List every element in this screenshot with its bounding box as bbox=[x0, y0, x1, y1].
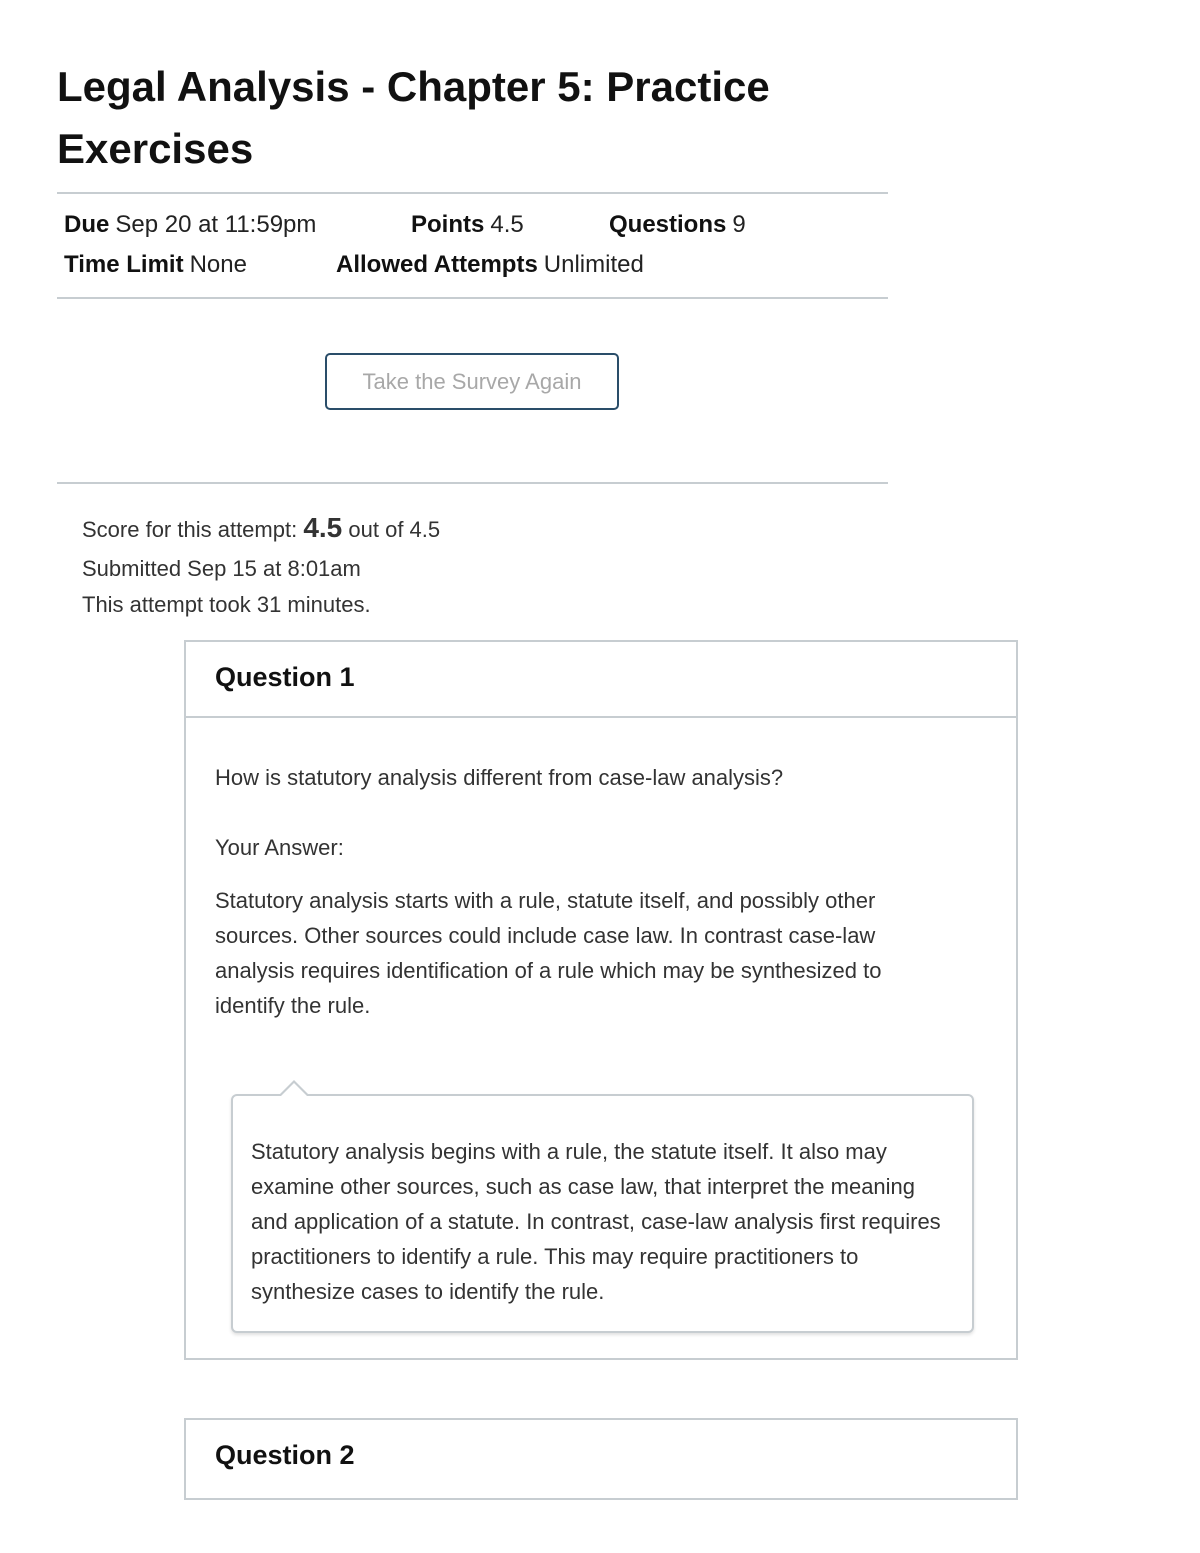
questions-info bbox=[609, 211, 746, 239]
time-limit-value: None bbox=[189, 251, 247, 278]
points-label: Points bbox=[411, 211, 485, 238]
questions-label: Questions bbox=[609, 211, 727, 238]
question-card bbox=[184, 1418, 1018, 1500]
score-value: 4.5 bbox=[303, 512, 343, 543]
question-header bbox=[186, 642, 1016, 718]
score-suffix: out of 4.5 bbox=[348, 517, 441, 542]
feedback-text: Statutory analysis begins with a rule, the statute itself. It also may examine other sources, such as case law, that interpret the meaning and application of a statute. In contrast, case-law analysis first requires practitioners to identify a rule. This may require practitioners to synthesize cases to identify the rule. bbox=[251, 1139, 941, 1304]
attempt-score bbox=[82, 512, 440, 544]
due-value: Sep 20 at 11:59pm bbox=[115, 211, 317, 238]
divider bbox=[57, 192, 888, 194]
question-prompt: How is statutory analysis different from case-law analysis? bbox=[215, 765, 784, 790]
answer-feedback bbox=[231, 1094, 974, 1333]
answer-label: Your Answer: bbox=[215, 835, 344, 860]
question-title: Question 2 bbox=[215, 1440, 355, 1470]
feedback-pointer-fill bbox=[280, 1083, 308, 1097]
page-title: Legal Analysis - Chapter 5: Practice Exercises bbox=[57, 63, 770, 172]
divider bbox=[57, 297, 888, 299]
points-value: 4.5 bbox=[490, 211, 524, 238]
take-survey-again-button[interactable]: Take the Survey Again bbox=[325, 353, 619, 410]
due-info bbox=[64, 211, 316, 239]
attempt-submitted: Submitted Sep 15 at 8:01am bbox=[82, 556, 361, 581]
score-prefix: Score for this attempt: bbox=[82, 517, 298, 542]
attempt-duration: This attempt took 31 minutes. bbox=[82, 592, 371, 617]
divider bbox=[57, 482, 888, 484]
question-title: Question 1 bbox=[215, 662, 355, 692]
time-limit-info bbox=[64, 251, 247, 279]
time-limit-label: Time Limit bbox=[64, 251, 184, 278]
allowed-attempts-label: Allowed Attempts bbox=[336, 251, 538, 278]
question-card bbox=[184, 640, 1018, 1360]
allowed-attempts-info bbox=[336, 251, 644, 279]
allowed-attempts-value: Unlimited bbox=[543, 251, 644, 278]
questions-value: 9 bbox=[732, 211, 746, 238]
question-header bbox=[186, 1420, 1016, 1500]
points-info bbox=[411, 211, 524, 239]
student-answer: Statutory analysis starts with a rule, statute itself, and possibly other sources. Other sources could include case law. In contrast case-law analysis requires identification of a rule which may be synthesized to identify the rule. bbox=[215, 888, 882, 1018]
due-label: Due bbox=[64, 211, 110, 238]
